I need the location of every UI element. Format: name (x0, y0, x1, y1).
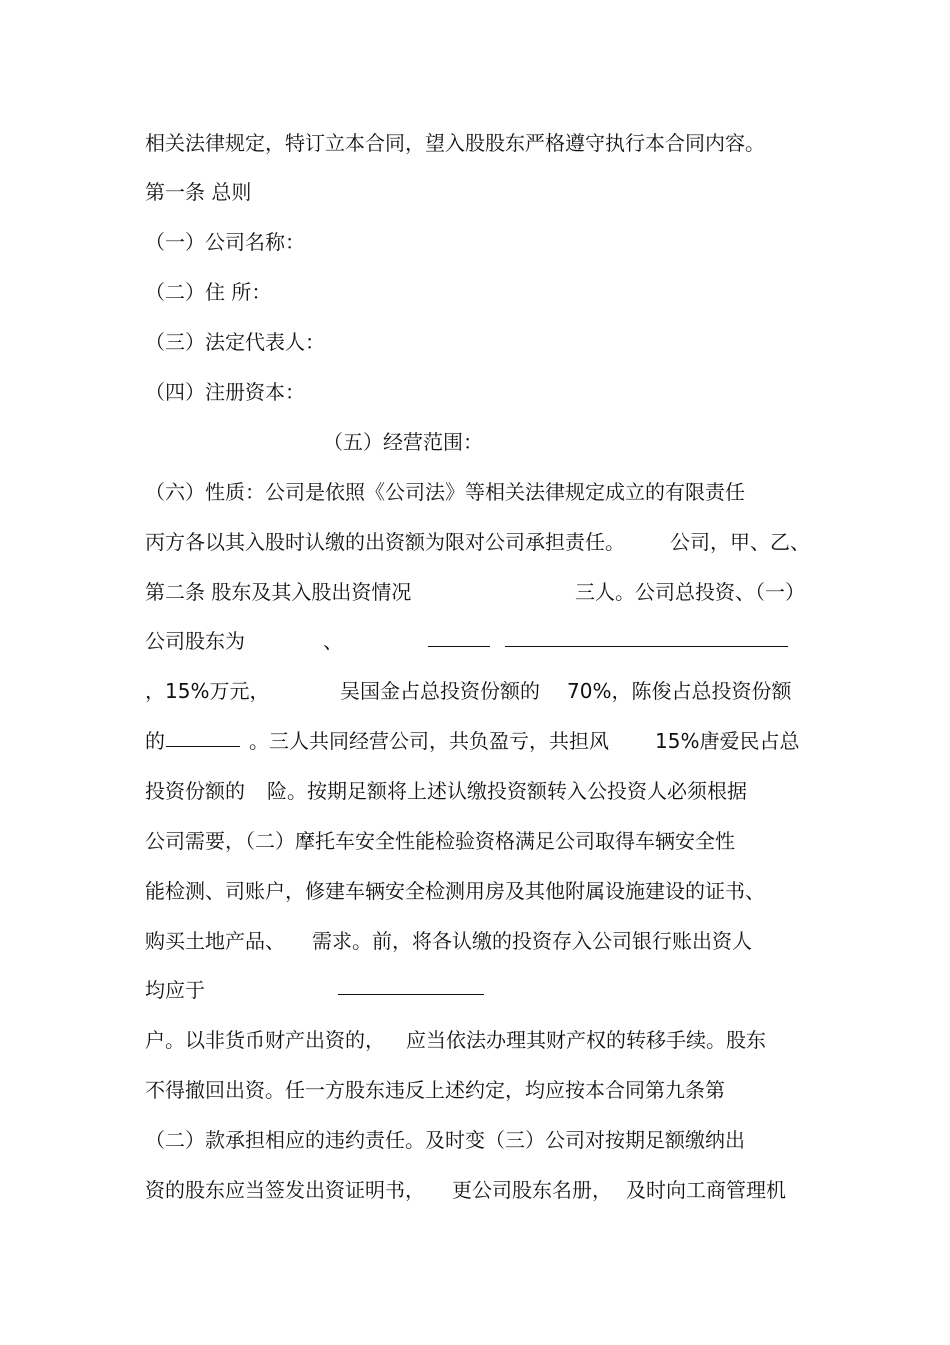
text-line: （五）经营范围： (323, 430, 483, 454)
text-fragment: 公司，甲、乙、 (670, 530, 810, 554)
text-line: （二）住 所： (145, 280, 272, 304)
text-line: （六）性质：公司是依照《公司法》等相关法律规定成立的有限责任 (145, 480, 745, 504)
article-heading: 第一条 总则 (145, 180, 252, 204)
text-fragment: ，15%万元， (145, 679, 270, 703)
text-fragment: 。三人共同经营公司，共负盈亏，共担风 (249, 729, 609, 753)
text-fragment: 更公司股东名册， (452, 1178, 612, 1202)
text-line: 公司需要，（二）摩托车安全性能检验资格满足公司取得车辆安全性 (145, 829, 735, 853)
text-fragment: 70%，陈俊占总投资份额 (567, 679, 792, 703)
text-fragment: 三人。公司总投资、（一） (575, 580, 805, 604)
text-line: （二）款承担相应的违约责任。及时变（三）公司对按期足额缴纳出 (145, 1128, 745, 1152)
text-line: 不得撤回出资。任一方股东违反上述约定，均应按本合同第九条第 (145, 1078, 725, 1102)
text-fragment: 、 (323, 629, 343, 653)
text-fragment: 及时向工商管理机 (626, 1178, 786, 1202)
article-heading: 第二条 股东及其入股出资情况 (145, 580, 412, 604)
text-line: （三）法定代表人： (145, 330, 325, 354)
text-fragment: 15%唐爱民占总 (655, 729, 800, 753)
text-line: 公司股东为 (145, 629, 245, 653)
blank-underline (166, 746, 240, 747)
blank-underline (505, 646, 788, 647)
text-fragment: 资的股东应当签发出资证明书， (145, 1178, 425, 1202)
blank-underline (428, 646, 490, 647)
text-line: （一）公司名称： (145, 230, 305, 254)
text-fragment: 购买土地产品、 (145, 929, 285, 953)
text-line: （四）注册资本： (145, 380, 305, 404)
text-fragment: 均应于 (145, 978, 205, 1002)
text-fragment: 险。按期足额将上述认缴投资额转入公投资人必须根据 (267, 779, 747, 803)
blank-underline (338, 994, 484, 995)
text-fragment: 需求。前，将各认缴的投资存入公司银行账出资人 (312, 929, 752, 953)
text-fragment: 投资份额的 (145, 779, 245, 803)
text-fragment: 户。以非货币财产出资的， (145, 1028, 385, 1052)
text-line: 相关法律规定，特订立本合同，望入股股东严格遵守执行本合同内容。 (145, 131, 765, 155)
text-fragment: 的 (145, 729, 165, 753)
text-fragment: 应当依法办理其财产权的转移手续。股东 (406, 1028, 766, 1052)
text-fragment: 吴国金占总投资份额的 (340, 679, 540, 703)
text-line: 能检测、司账户，修建车辆安全检测用房及其他附属设施建设的证书、 (145, 879, 765, 903)
text-line: 丙方各以其入股时认缴的出资额为限对公司承担责任。 (145, 530, 625, 554)
